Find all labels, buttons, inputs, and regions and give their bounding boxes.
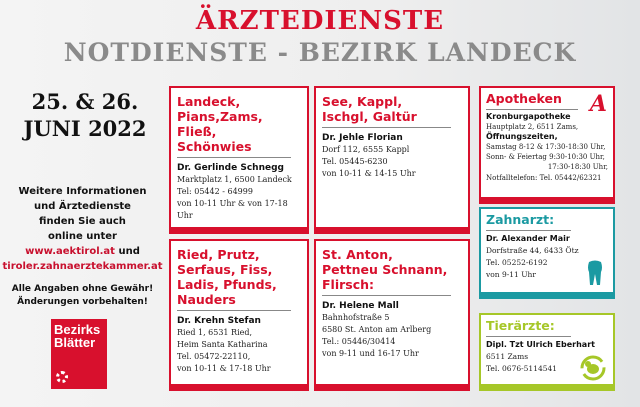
detail-line: Sonn- & Feiertag 9:30-10:30 Uhr, [486,153,605,161]
tooth-icon [587,260,603,286]
doctor-box-landeck [169,86,309,234]
detail-line: 6580 St. Anton am Arlberg [322,325,432,334]
region-title: St. Anton, Pettneu Schnann, Flirsch: [322,247,451,296]
info-line: online unter [48,231,117,242]
detail-line: von 10-11 Uhr & von 17-18 Uhr [177,199,288,220]
doctor-box-stanton [314,239,470,391]
detail-line: Tel. 0676-5114541 [486,364,558,373]
link-aektirol[interactable]: www.aektirol.at [25,246,115,257]
detail-line: 17:30-18:30 Uhr, [547,163,608,171]
region-title: Ried, Prutz, Serfaus, Fiss, Ladis, Pfunds, Nauders [177,247,291,311]
detail-line: Bahnhofstraße 5 [322,313,390,322]
detail-line: von 10-11 & 14-15 Uhr [322,169,416,178]
page-title: ÄRZTEDIENSTE [195,6,445,36]
note-line: Änderungen vorbehalten! [17,297,148,307]
info-line: Weitere Informationen [18,186,147,197]
date-line: 25. & 26. [31,89,139,114]
apotheken-box [479,86,615,204]
region-title: Landeck, Pians,Zams, Fließ, Schönwies [177,94,291,158]
detail-line: Notfalltelefon: Tel. 05442/62321 [486,174,602,182]
tierarzt-title: Tierärzte: [486,318,571,337]
region-title: See, Kappl, Ischgl, Galtür [322,94,451,128]
detail-line: Dorf 112, 6555 Kappl [322,145,410,154]
detail-line: Tel: 05442 - 64999 [177,187,253,196]
zahnarzt-title: Zahnarzt: [486,212,571,231]
detail-line: 6511 Zams [486,352,529,361]
dentist-name: Dr. Alexander Mair [486,234,570,243]
detail-line: von 10-11 & 17-18 Uhr [177,364,271,373]
doctor-name: Dr. Krehn Stefan [177,316,261,326]
tierarzt-box [479,313,615,391]
note-line: Alle Angaben ohne Gewähr! [11,284,154,294]
pharmacy-name: Kronburgapotheke [486,112,571,121]
detail-line: Tel. 05445-6230 [322,157,388,166]
page-subtitle: NOTDIENSTE - BEZIRK LANDECK [63,38,577,67]
info-text [0,184,165,274]
disclaimer [0,283,165,309]
info-line: finden Sie auch [39,216,126,227]
detail-line: Tel. 05252-6192 [486,258,548,267]
vet-animal-icon [579,355,607,381]
detail-line: Dorfstraße 44, 6433 Ötz [486,246,579,255]
link-zahnaerztekammer[interactable]: tiroler.zahnaerztekammer.at [2,261,163,272]
date [10,88,160,142]
doctor-box-oberland [169,239,309,391]
vet-name: Dipl. Tzt Ulrich Eberhart [486,340,595,349]
doctor-box-paznaun [314,86,470,234]
doctor-name: Dr. Helene Mall [322,301,399,311]
logo-text: Blätter [54,335,96,350]
doctor-name: Dr. Jehle Florian [322,133,403,143]
logo-text: Bezirks [54,322,101,337]
info-and: und [114,246,140,257]
zahnarzt-box [479,207,615,299]
detail-line: von 9-11 und 16-17 Uhr [322,349,419,358]
detail-line: Tel.: 05446/30414 [322,337,396,346]
doctor-name: Dr. Gerlinde Schnegg [177,163,284,173]
info-line: und Ärztedienste [34,201,131,212]
detail-line: Heim Santa Katharina [177,340,268,349]
detail-line: Marktplatz 1, 6500 Landeck [177,175,292,184]
sun-icon [56,371,68,383]
apotheken-title: Apotheken [486,91,578,110]
apotheke-a-icon: A [589,91,607,117]
hours-label: Öffnungszeiten, [486,132,558,141]
detail-line: Samstag 8-12 & 17:30-18:30 Uhr, [486,143,606,151]
detail-line: Ried 1, 6531 Ried, [177,328,253,337]
bezirksblaetter-logo [51,319,107,389]
detail-line: Hauptplatz 2, 6511 Zams, [486,123,579,131]
detail-line: Tel. 05472-22110, [177,352,251,361]
date-line: JUNI 2022 [23,116,147,141]
detail-line: von 9-11 Uhr [486,270,536,279]
